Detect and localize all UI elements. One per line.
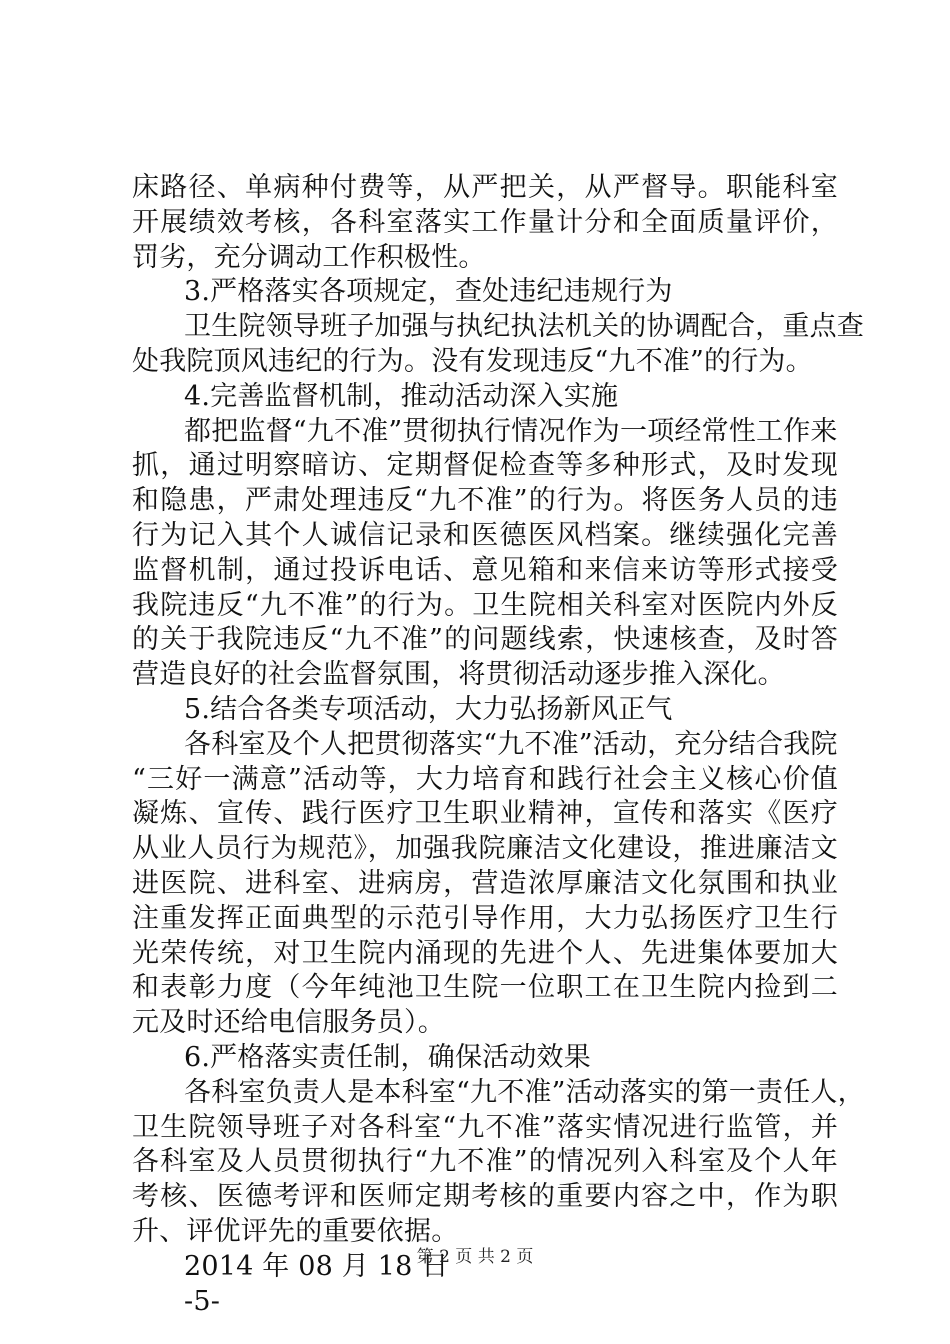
- paragraph-line: 进医院、进科室、进病房，营造浓厚廉洁文化氛围和执业: [132, 867, 838, 899]
- section-heading-3: 3.严格落实各项规定，查处违纪违规行为: [184, 276, 673, 308]
- paragraph-line: 床路径、单病种付费等，从严把关，从严督导。职能科室: [132, 172, 838, 203]
- paragraph-line: 凝炼、宣传、践行医疗卫生职业精神，宣传和落实《医疗: [132, 798, 838, 830]
- paragraph-line: 光荣传统，对卫生院内涌现的先进个人、先进集体要加大: [132, 937, 838, 969]
- paragraph-line: 营造良好的社会监督氛围，将贯彻活动逐步推入深化。: [132, 659, 785, 691]
- paragraph-line: 处我院顶风违纪的行为。没有发现违反“九不准”的行为。: [132, 345, 813, 377]
- paragraph-line: 各科室及个人把贯彻落实“九不准”活动，充分结合我院: [184, 728, 838, 760]
- paragraph-line: 从业人员行为规范》，加强我院廉洁文化建设，推进廉洁文: [132, 833, 838, 865]
- paragraph-line: 升、评优评先的重要依据。: [132, 1215, 459, 1247]
- paragraph-line: 行为记入其个人诚信记录和医德医风档案。继续强化完善: [132, 519, 838, 551]
- paragraph-line: 元及时还给电信服务员）。: [132, 1007, 445, 1039]
- section-heading-5: 5.结合各类专项活动，大力弘扬新风正气: [184, 693, 673, 725]
- paragraph-line: 和隐患，严肃处理违反“九不准”的行为。将医务人员的违: [132, 485, 838, 517]
- paragraph-line: 抓，通过明察暗访、定期督促检查等多种形式，及时发现: [132, 450, 838, 482]
- paragraph-line: 各科室负责人是本科室“九不准”活动落实的第一责任人，: [184, 1076, 865, 1108]
- paragraph-line: 罚劣，充分调动工作积极性。: [132, 241, 486, 273]
- paragraph-line: 卫生院领导班子加强与执纪执法机关的协调配合，重点查: [184, 311, 864, 343]
- paragraph-line: “三好一满意”活动等，大力培育和践行社会主义核心价值: [132, 763, 838, 795]
- section-heading-4: 4.完善监督机制，推动活动深入实施: [184, 380, 619, 412]
- page-footer: 第 2 页 共 2 页: [416, 1247, 534, 1267]
- section-heading-6: 6.严格落实责任制，确保活动效果: [184, 1041, 591, 1073]
- paragraph-line: 我院违反“九不准”的行为。卫生院相关科室对医院内外反: [132, 589, 838, 621]
- paragraph-line: 各科室及人员贯彻执行“九不准”的情况列入科室及个人年: [132, 1146, 838, 1178]
- paragraph-line: 考核、医德考评和医师定期考核的重要内容之中，作为职: [132, 1181, 838, 1213]
- paragraph-line: 和表彰力度（今年纯池卫生院一位职工在卫生院内捡到二: [132, 972, 838, 1004]
- paragraph-line: 监督机制，通过投诉电话、意见箱和来信来访等形式接受: [132, 554, 838, 586]
- paragraph-line: 的关于我院违反“九不准”的问题线索，快速核查，及时答: [132, 624, 838, 656]
- paragraph-line: 注重发挥正面典型的示范引导作用，大力弘扬医疗卫生行: [132, 902, 838, 934]
- paragraph-line: 卫生院领导班子对各科室“九不准”落实情况进行监管，并: [132, 1111, 838, 1143]
- inner-page-number: -5-: [184, 1285, 221, 1317]
- paragraph-line: 开展绩效考核，各科室落实工作量计分和全面质量评价，: [132, 206, 838, 238]
- paragraph-line: 都把监督“九不准”贯彻执行情况作为一项经常性工作来: [184, 415, 838, 447]
- document-date: 2014 年 08 月 18 日: [184, 1250, 449, 1282]
- document-body: [132, 171, 865, 1319]
